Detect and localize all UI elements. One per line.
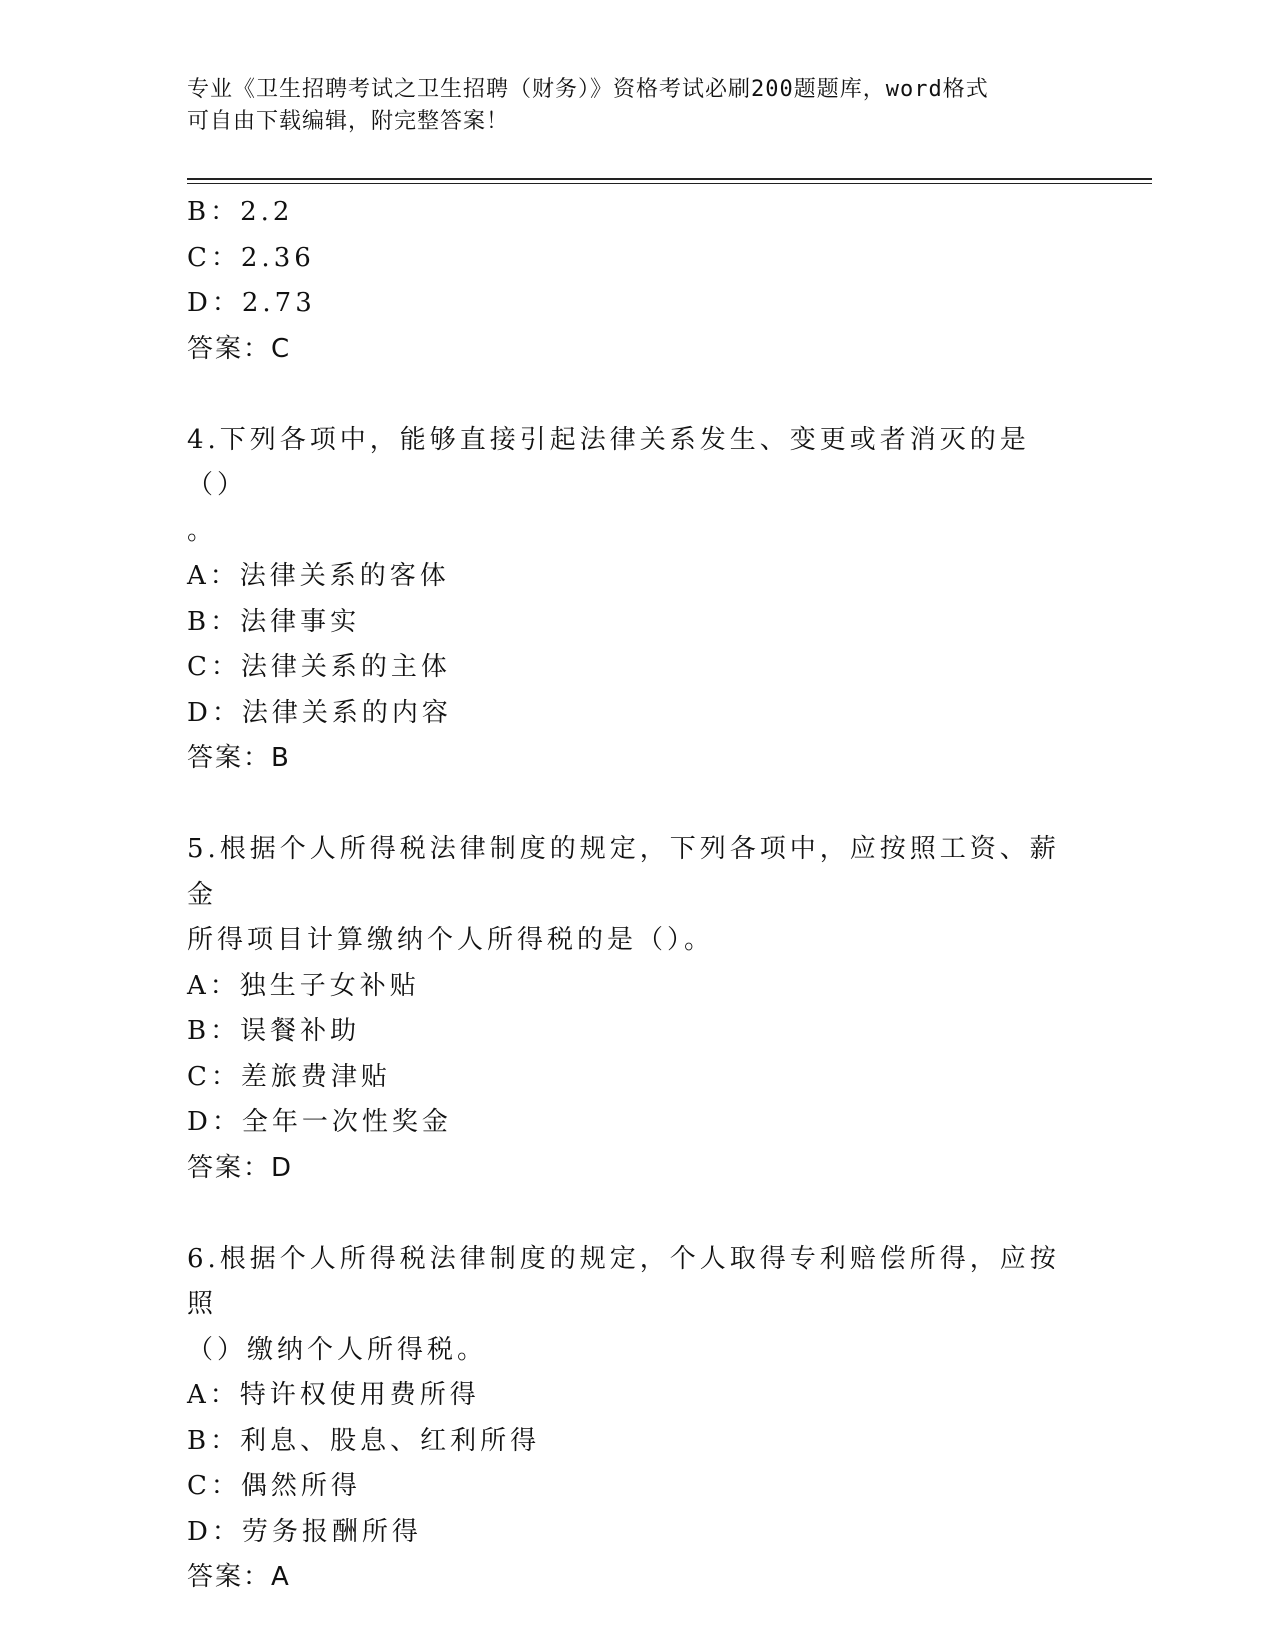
spacer	[187, 782, 1067, 828]
question-text-line-2: （）缴纳个人所得税。	[187, 1334, 488, 1365]
header-divider-thick	[187, 178, 1152, 180]
question-text-line-1: 6.根据个人所得税法律制度的规定，个人取得专利赔偿所得，应按照	[187, 1243, 1060, 1319]
answer-line: 答案：C	[187, 333, 292, 364]
question-3	[187, 190, 1067, 372]
spacer	[187, 372, 1067, 418]
option-b: B：2.2	[187, 197, 294, 227]
option-d: D：2.73	[187, 288, 316, 318]
answer-line: 答案：B	[187, 743, 291, 773]
header-divider-thin	[187, 183, 1152, 184]
option-c: C：2.36	[187, 242, 315, 273]
question-list	[187, 190, 1067, 1601]
document-header	[187, 74, 1067, 138]
question-text-line-1: 4.下列各项中，能够直接引起法律关系发生、变更或者消灭的是（）	[187, 424, 1030, 500]
option-c: C：差旅费津贴	[187, 1061, 391, 1092]
option-b: B：法律事实	[187, 606, 361, 637]
question-text-line-2: 所得项目计算缴纳个人所得税的是（）。	[187, 925, 715, 955]
header-title-line-2: 可自由下载编辑，附完整答案！	[187, 109, 510, 134]
option-b: B：误餐补助	[187, 1016, 361, 1046]
question-5	[187, 827, 1067, 1191]
option-a: A：特许权使用费所得	[187, 1380, 480, 1410]
header-title-line-1: 专业《卫生招聘考试之卫生招聘（财务）》资格考试必刷200题题库，word格式	[187, 77, 989, 102]
option-b: B：利息、股息、红利所得	[187, 1425, 541, 1456]
question-text-line-2: 。	[187, 515, 218, 546]
option-d: D：劳务报酬所得	[187, 1516, 422, 1547]
option-c: C：法律关系的主体	[187, 652, 451, 682]
answer-line: 答案：A	[187, 1562, 291, 1592]
option-d: D：法律关系的内容	[187, 697, 452, 728]
question-text-line-1: 5.根据个人所得税法律制度的规定，下列各项中，应按照工资、薪金	[187, 834, 1060, 910]
question-4	[187, 418, 1067, 782]
option-c: C：偶然所得	[187, 1471, 361, 1501]
answer-line: 答案：D	[187, 1152, 294, 1183]
question-6	[187, 1237, 1067, 1601]
option-a: A：法律关系的客体	[187, 561, 450, 591]
option-d: D：全年一次性奖金	[187, 1107, 452, 1137]
spacer	[187, 1191, 1067, 1237]
option-a: A：独生子女补贴	[187, 970, 420, 1001]
